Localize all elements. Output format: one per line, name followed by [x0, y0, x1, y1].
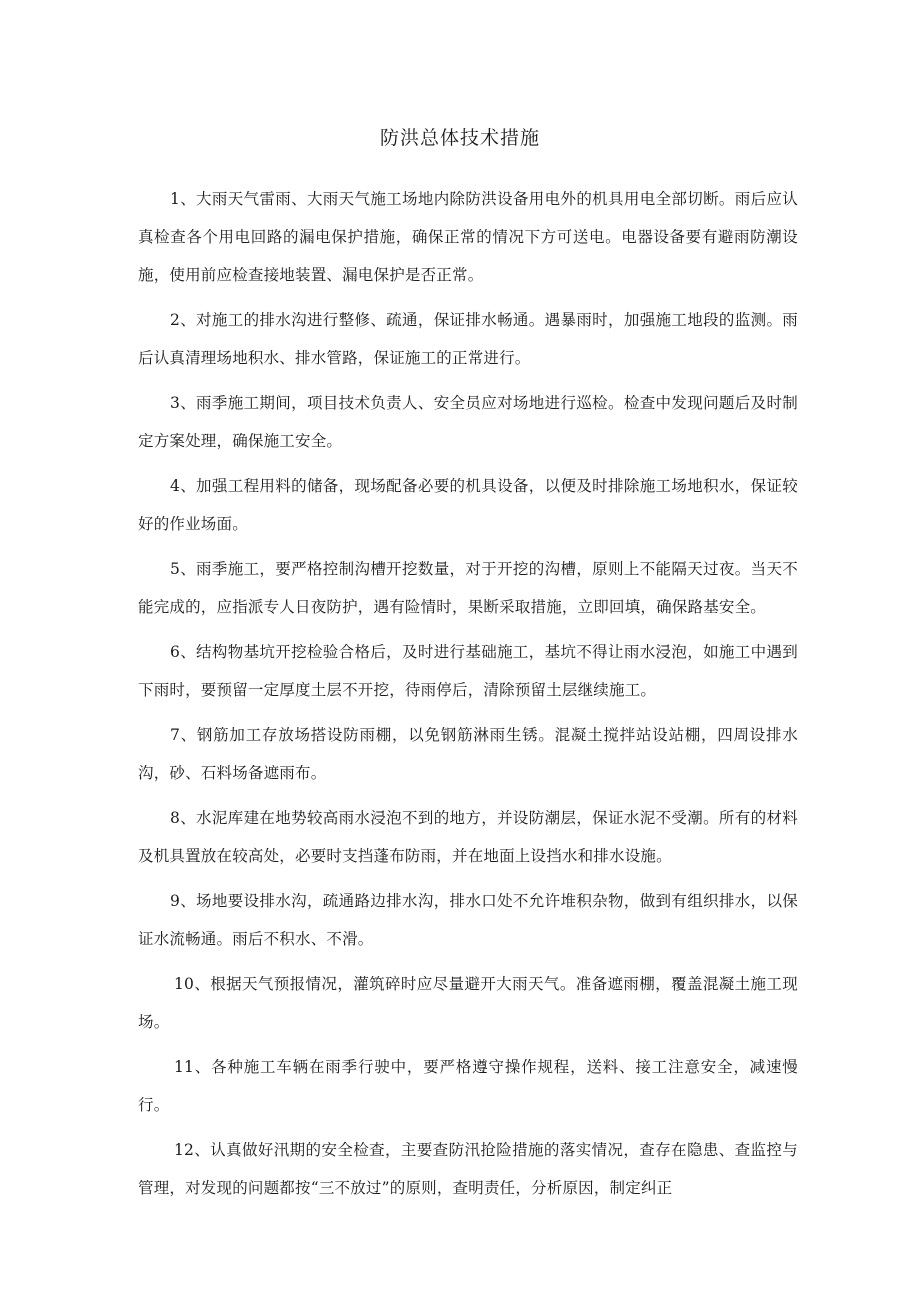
paragraph-9: 9、场地要设排水沟，疏通路边排水沟，排水口处不允许堆积杂物，做到有组织排水，以保证水流畅通。雨后不积水、不滑。 — [138, 892, 798, 948]
paragraph-8: 8、水泥库建在地势较高雨水浸泡不到的地方，并设防潮层，保证水泥不受潮。所有的材料及机具置放在较高处，必要时支挡蓬布防雨，并在地面上设挡水和排水设施。 — [138, 809, 798, 865]
paragraph-3: 3、雨季施工期间，项目技术负责人、安全员应对场地进行巡检。检查中发现问题后及时制定方案处理，确保施工安全。 — [138, 394, 798, 450]
paragraph-2: 2、对施工的排水沟进行整修、疏通，保证排水畅通。遇暴雨时，加强施工地段的监测。雨后认真清理场地积水、排水管路，保证施工的正常进行。 — [138, 311, 798, 367]
paragraph-12: 12、认真做好汛期的安全检查，主要查防汛抢险措施的落实情况，查存在隐患、查监控与管理，对发现的问题都按“三不放过”的原则，查明责任，分析原因，制定纠正 — [138, 1141, 798, 1197]
document-body — [138, 180, 798, 1214]
paragraph-7: 7、钢筋加工存放场搭设防雨棚，以免钢筋淋雨生锈。混凝土搅拌站设站棚，四周设排水沟，砂、石料场备遮雨布。 — [138, 726, 798, 782]
paragraph-6: 6、结构物基坑开挖检验合格后，及时进行基础施工，基坑不得让雨水浸泡，如施工中遇到下雨时，要预留一定厚度土层不开挖，待雨停后，清除预留土层继续施工。 — [138, 643, 798, 699]
document-title: 防洪总体技术措施 — [379, 127, 540, 149]
paragraph-1: 1、大雨天气雷雨、大雨天气施工场地内除防洪设备用电外的机具用电全部切断。雨后应认真检查各个用电回路的漏电保护措施，确保正常的情况下方可送电。电器设备要有避雨防潮设施，使用前应检查接地装置、漏电保护是否正常。 — [138, 190, 798, 284]
paragraph-5: 5、雨季施工，要严格控制沟槽开挖数量，对于开挖的沟槽，原则上不能隔天过夜。当天不能完成的，应指派专人日夜防护，遇有险情时，果断采取措施，立即回填，确保路基安全。 — [138, 560, 798, 616]
paragraph-11: 11、各种施工车辆在雨季行驶中，要严格遵守操作规程，送料、接工注意安全，减速慢行。 — [138, 1058, 798, 1114]
paragraph-10: 10、根据天气预报情况，灌筑碎时应尽量避开大雨天气。准备遮雨棚，覆盖混凝土施工现场。 — [138, 975, 798, 1031]
paragraph-4: 4、加强工程用料的储备，现场配备必要的机具设备，以便及时排除施工场地积水，保证较好的作业场面。 — [138, 477, 798, 533]
